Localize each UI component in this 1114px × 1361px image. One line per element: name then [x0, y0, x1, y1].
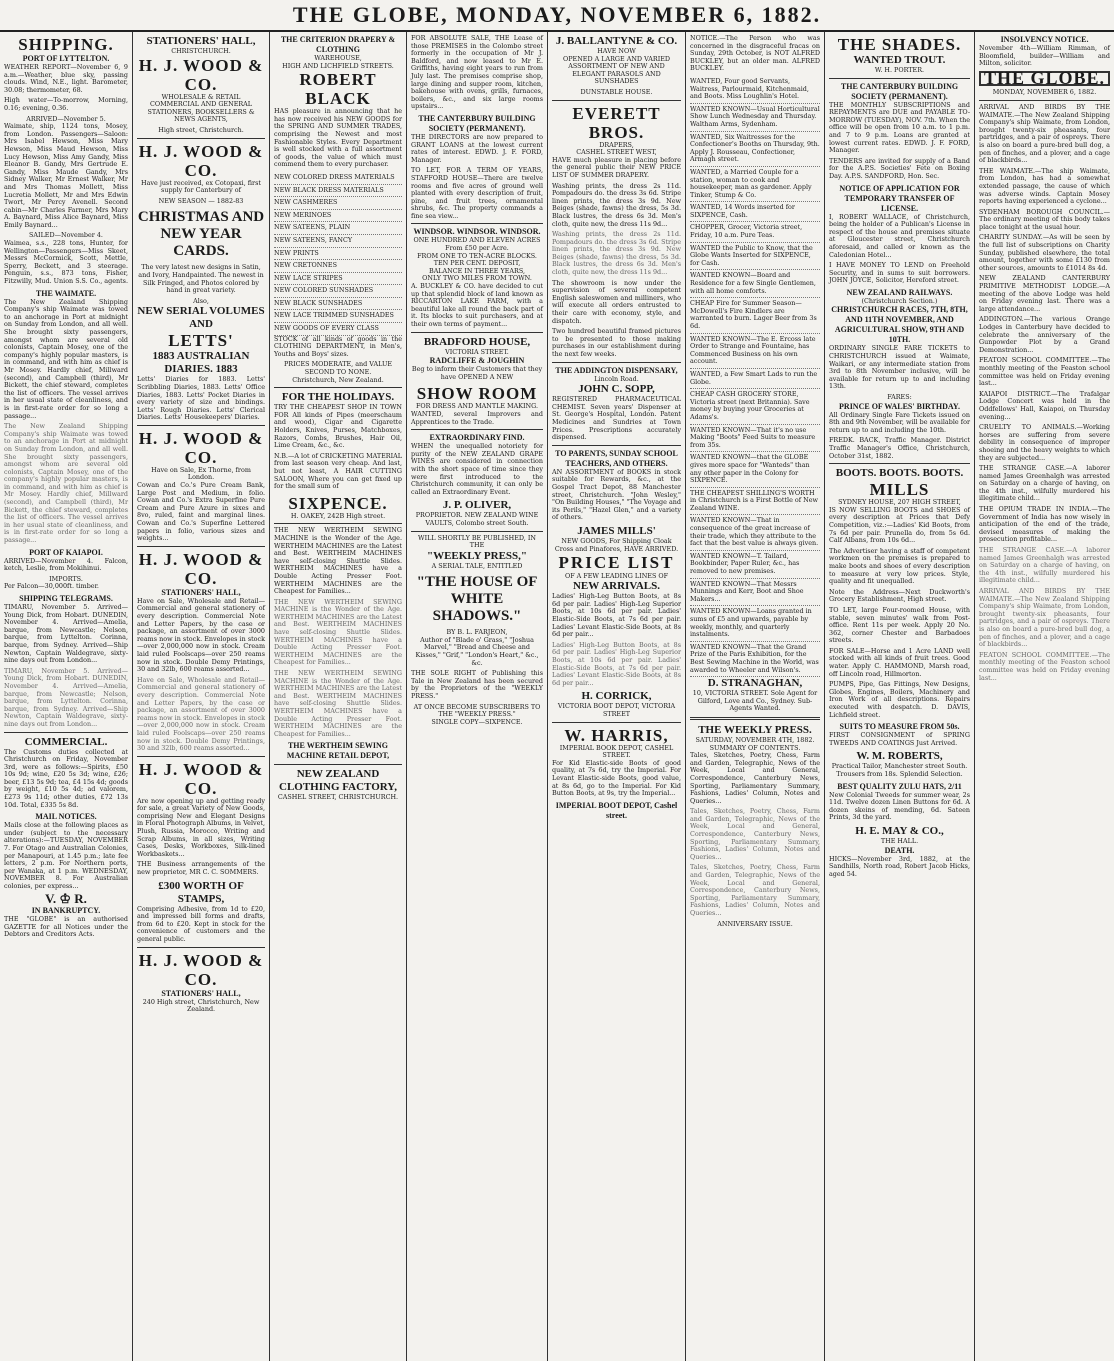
list-item: WANTED KNOWN—That Messrs Munnings and Kerr, Boot and Shoe Makers... — [690, 579, 820, 607]
list-item: NEW MERINOES — [274, 210, 402, 223]
divider — [552, 722, 681, 723]
factory-address: CASHEL STREET, CHRISTCHURCH. — [277, 793, 399, 802]
list-item: WANTED, 14 Words inserted for SIXPENCE, Cash. — [690, 202, 820, 222]
serial-volumes-heading: NEW SERIAL VOLUMES AND — [137, 305, 265, 331]
windsor-blocks: FROM ONE TO TEN-ACRE BLOCKS. — [417, 251, 537, 260]
arrived-text: Waimate, ship, 1124 tons, Mosey, from London. Passengers—Saloon: Mrs Isabel Hewson, Miss Mary Hewson, Miss Maud Hewson, Miss Lucy Hewson, Miss Amy Gandy, Miss Eleanor B. Gandy, Mrs Gertrude E. Gandy, Miss Maude Gandy, Mrs Sidney Walker, Mr Ernest Walker, Mr and Mrs Thomas Mollett, Miss Lucretia Mollett, Mr and Mrs Edwin Twort, Mr Percy Avenell. Second cabin—Mr Charles Farmer, Mrs Mary A. Baynard, Miss Alice Baynard, Miss Emily Baynard... — [4, 122, 128, 229]
firm-name-6: H. J. WOOD & CO. — [138, 950, 264, 989]
divider — [274, 523, 402, 524]
firm-name-3: H. J. WOOD & CO. — [138, 428, 264, 467]
price-list-heading: PRICE LIST — [558, 553, 675, 573]
arrived-heading: ARRIVED—November 5. — [26, 114, 106, 123]
list-item: WANTED KNOWN—Usual Horticultural Show Lunch Wednesday and Thursday. Waltham Arms, Sydenham. — [690, 104, 820, 132]
letts-heading: LETTS' — [168, 331, 234, 351]
contents-text: Tales, Sketches, Poetry, Chess, Farm and Garden, Telegraphic, News of the Week, Local and General, Correspondence, Canterbury News, Sporting, Parliamentary Summary, Fashions, Ladies' Column, Notes and Queries... — [690, 751, 820, 805]
globe-logo: THE GLOBE. — [979, 71, 1110, 87]
wanted-list — [690, 76, 820, 677]
harris-sub: IMPERIAL BOOK DEPOT, CASHEL STREET. — [559, 743, 674, 760]
wholesale-text: Have on Sale, Wholesale and Retail—Commercial and general stationery of every description. Commercial Note and Letter Papers, by the case or package, an assortment of over 3000 reams now in stock. Envelopes in stock—over 2,000,000 now in stock. Cream laid ruled Foolscaps—over 250 reams now in stock. Double Demy Printings, 30 and 32lb, 600 reams assorted... — [137, 596, 265, 674]
telegrams-text-continued: TIMARU, November 5. Arrived—Young Dick, from Hobart. DUNEDIN, November 4. Arrived—Amelia, barque, from Newcastle; Nelson, barque, from Lyttelton. Corinna, barque, from Sydney. Arrived—Ship Newton, Captain Waldegrave, sixty-nine days out from London... — [4, 666, 128, 728]
wertheim-text-continued: THE NEW WERTHEIM SEWING MACHINE is the Wonder of the Age. WERTHEIM MACHINES are the Latest and Best. WERTHEIM MACHINES have self-closing Shuttle Slides. WERTHEIM MACHINES have a Double Acting Presser Foot. WERTHEIM MACHINES are the Cheapest for Families... — [274, 597, 402, 667]
suits-heading: SUITS TO MEASURE FROM 50s. — [839, 722, 960, 732]
sailed-text: Waimea, s.s., 228 tons, Hunter, for Wellington—Passengers—Miss Skeet, Messrs McCormick, Scott, Mettle, Sperry, Beckett, and 3 steerage. Penguin, s.s., 873 tons, Fisher, Fitzwilly, Mud. Union S.S. Co., agents. — [4, 239, 128, 286]
masthead-title: THE GLOBE, MONDAY, NOVEMBER 6, 1882. — [292, 2, 822, 27]
tickets-text: ORDINARY SINGLE FARE TICKETS to CHRISTCHURCH issued at Waimate, Waikari, or any intermediate station from 3rd to 8th November inclusive, will be available for return up to and including 13th. — [829, 344, 970, 391]
to-let-text: TO LET, FOR A TERM OF YEARS, STAFFORD HOUSE—There are twelve rooms and five acres of ground well planted with every description of fruit, pine, and fruit trees, ornamental shrubs, &c. The property commands a fine sea view... — [411, 166, 543, 220]
windsor-deposit: TEN PER CENT. DEPOSIT, — [433, 259, 521, 268]
list-item: NEW SATEENS, FANCY — [274, 235, 402, 248]
mills-text: IS NOW SELLING BOOTS and SHOES of every description at Prices that Defy Competition, viz.:—Ladies' Kid Boots, from 7s 6d per pair. Prunella do, from 5s 6d. Calf Albans, from 10s 6d... — [829, 505, 970, 545]
licence-text: I, ROBERT WALLACE, of Christchurch, being the holder of a Publican's License in respect of the house and premises situate at Gloucester street, Christchurch aforesaid, and called or known as the Caledonian Hotel... — [829, 212, 970, 259]
addington-sub: Lincoln Road. — [594, 374, 639, 383]
list-item: NEW CRETONNES — [274, 260, 402, 273]
news-paragraph: CHARITY SUNDAY.—As will be seen by the full list of subscriptions on Charity Sunday, published elsewhere, the total amount, together with some £130 from other sources, amounts to £1014 8s 4d. — [979, 233, 1110, 272]
firm-name-4: H. J. WOOD & CO. — [138, 549, 264, 588]
list-item: WANTED KNOWN—T. Tailard, Bookbinder, Paper Ruler, &c., has removed to new premises. — [690, 551, 820, 579]
drapery-heading: THE CRITERION DRAPERY & CLOTHING — [280, 35, 396, 54]
divider — [979, 100, 1110, 101]
zulu-text: New Colonial Tweeds for summer wear, 2s 11d. Twelve dozen Linen Buttons for 6d. A dozen skeins of mending, 6d. Sateen Prints, 3d the yard. — [829, 790, 970, 822]
wertheim-text-continued-2: THE NEW WERTHEIM SEWING MACHINE is the Wonder of the Age. WERTHEIM MACHINES are the Latest and Best. WERTHEIM MACHINES have self-closing Shuttle Slides. WERTHEIM MACHINES have a Double Acting Presser Foot. WERTHEIM MACHINES are the Cheapest for Families... — [274, 669, 402, 738]
postage-heading: £300 WORTH OF STAMPS, — [158, 879, 244, 905]
have-now: HAVE NOW — [597, 47, 636, 55]
single-copy: SINGLE COPY—SIXPENCE. — [431, 717, 523, 726]
christchurch-label: CHRISTCHURCH. — [171, 47, 231, 55]
robert-black-text: HAS pleasure in announcing that he has now received his NEW GOODS for the SPRING AND SUMMER TRADES, comprising the Newest and most Fashionable Styles. Every Department is well stocked with a full assortment of goods, the value of which must commend them to every purchaser. — [274, 107, 402, 169]
author-sub: Author of "Blade o' Grass," "Joshua Marvel," "Bread and Cheese and Kisses," "Grif," "London's Heart," &c., &c. — [415, 635, 539, 667]
divider — [137, 756, 265, 757]
divider — [137, 947, 265, 948]
list-item: WANTED the Public to Know, that the Globe Wants Inserted for SIXPENCE, for Cash. — [690, 243, 820, 271]
anniversary-label: ANNIVERSARY ISSUE. — [717, 919, 793, 928]
divider — [411, 429, 543, 430]
weather-report: WEATHER REPORT—November 6, 9 a.m.—Weather, blue sky, passing clouds. Wind, N.E., light. Barometer, 30.08; thermometer, 68. — [4, 63, 128, 94]
also-label: Also, — [193, 296, 209, 305]
new-arrivals-heading: NEW ARRIVALS. — [572, 580, 660, 593]
holidays-heading: FOR THE HOLIDAYS. — [281, 391, 395, 404]
subscribe-text: AT ONCE BECOME SUBSCRIBERS TO THE "WEEKLY PRESS." — [413, 702, 541, 719]
divider — [552, 445, 681, 446]
diaries-list: Letts' Diaries for 1883. Letts' Scribbling Diaries, 1883. Letts' Office Diaries, 1883. Letts' Pocket Diaries in every variety of size and bindings. Letts' Rough Diaries. Letts' Clerical Diaries. Letts' Housekeepers' Diaries. — [137, 375, 265, 422]
column-6 — [686, 32, 825, 1361]
stationers-hall-3: STATIONERS' HALL, — [161, 988, 241, 998]
tenders-text: TENDERS are invited for supply of a Band for the A.P.S. Societies' Fete on Boxing Day. A.P.S. SANDFORD, Hon. Sec. — [829, 156, 970, 180]
porter-name: W. H. PORTER. — [874, 66, 925, 74]
stationers-hall-2: STATIONERS' HALL, — [161, 587, 241, 597]
price-list-sub: OF A FEW LEADING LINES OF — [564, 571, 669, 580]
stranaghan-sub: 10, VICTORIA STREET. Sole Agent for Gilford, Love and Co., Sydney. Sub-Agents Wanted. — [692, 689, 818, 713]
news-paragraph: THE STRANGE CASE.—A laborer named James Greenhalgh was arrested on Saturday on a charge of having, on the 4th inst., wilfully murdered his illegitimate child... — [979, 464, 1110, 503]
shades-heading: THE SHADES. — [837, 35, 962, 54]
waimate-text: The New Zealand Shipping Company's ship Waimate was towed to an anchorage in Port at midnight on Sunday from London, and all well. She brought sixty passengers, amongst whom are several old colonists, Captain Mosey, one of the company's highly popular masters, is in command, and with him as chief is Mr Mosey. Hardly chief, Millward (second), and Campbell (third), Mr Bickett, the chief steward, completes the list of officers. The vessel arrives in her usual state of cleanliness, and is in first-rate order for so long a passage... — [4, 297, 128, 420]
list-item: NEW GOODS OF EVERY CLASS — [274, 323, 402, 336]
radcliffe-heading: RADCLIFFE & JOUGHIN — [429, 356, 525, 366]
roberts-heading: W. M. ROBERTS, — [856, 750, 943, 763]
serial-tale: A SERIAL TALE, ENTITLED — [431, 561, 523, 570]
column-7 — [825, 32, 975, 1361]
windsor-acres: ONE HUNDRED AND ELEVEN ACRES — [413, 236, 541, 245]
wertheim-text: THE NEW WERTHEIM SEWING MACHINE is the Wonder of the Age. WERTHEIM MACHINES are the Latest and Best. WERTHEIM MACHINES have self-closing Shuttle Slides. WERTHEIM MACHINES have a Double Acting Presser Foot. WERTHEIM MACHINES are the Cheapest for Families... — [274, 526, 402, 596]
column-3 — [270, 32, 407, 1361]
firm-address-2: 240 High street, Christchurch, New Zealand. — [142, 997, 260, 1014]
telegrams-heading: SHIPPING TELEGRAMS. — [19, 594, 113, 603]
column-4 — [407, 32, 548, 1361]
royal-arms-icon: V. ♔ R. — [45, 890, 87, 906]
clothing-factory-heading: NEW ZEALAND CLOTHING FACTORY, — [279, 768, 397, 794]
list-item: WANTED KNOWN—Loans granted in sums of £5 and upwards, payable by weekly, monthly, and quarterly instalments. — [690, 606, 820, 641]
may-sub: THE HALL. — [880, 836, 919, 845]
port-heading: PORT OF LYTTELTON. — [22, 54, 110, 63]
bankruptcy-heading: IN BANKRUPTCY. — [31, 906, 101, 916]
everett-heading: EVERETT BROS. — [572, 103, 661, 142]
extraordinary-text: WHEN the unequalled notoriety for purity of the NEW ZEALAND GRAPE WINES are considered in connection with the short space of time since they were first introduced to the Christchurch community, it can only be called an Extraordinary Event. — [411, 442, 543, 496]
telegrams-text: TIMARU, November 5. Arrived—Young Dick, from Hobart. DUNEDIN, November 4. Arrived—Amelia, barque, from Newcastle; Nelson, barque, from Lyttelton. Corinna, barque, from Sydney. Arrived—Ship Newton, Captain Waldegrave, sixty-nine days out from London... — [4, 603, 128, 665]
harris-text: For Kid Elastic-side Boots of good quality, at 7s 6d, try the Imperial. For Levant Elastic-side Boots, good value, at 8s 6d, go to the Imperial. For Kid Button Boots, at 9s, try the Imperial... — [552, 758, 681, 798]
list-item: NEW COLORED SUNSHADES — [274, 285, 402, 298]
stock-text: STOCK of all kinds of goods in the CLOTHING DEPARTMENT, in Men's, Youths and Boys' sizes. — [274, 334, 402, 358]
bankruptcy-text: THE "GLOBE" is an authorised GAZETTE for all Notices under the Debtors and Creditors Acts. — [4, 915, 128, 939]
auction-text: FOR ABSOLUTE SALE, THE Lease of those PREMISES in the Colombo street formerly in the occupation of Mr J. Baldford, and now leased to Mr E. Griffiths, having eight years to run from July last. The premises comprise shop, large dining and supper room, kitchen, bakehouse with ovens, grills, furnaces, boilers, &c., and six large rooms upstairs... — [411, 34, 543, 111]
letts-years: 1883 AUSTRALIAN DIARIES. 1883 — [152, 350, 250, 376]
windsor-price: From £50 per Acre. — [445, 244, 509, 253]
windsor-heading: WINDSOR. WINDSOR. WINDSOR. — [413, 227, 541, 237]
list-item: NEW LACE STRIPES — [274, 273, 402, 286]
kaiapoi-heading: PORT OF KAIAPOI. — [29, 547, 103, 557]
list-item: NEW PRINTS — [274, 248, 402, 261]
list-item: WANTED KNOWN—That in consequence of the great increase of their trade, which they attribute to the fact that the best value is always given. — [690, 515, 820, 550]
opened-text: Have just received, ex Cotopaxi, first supply for Canterbury of — [141, 178, 261, 195]
have-on-sale: Have on Sale, Ex Thorne, from London. — [151, 465, 251, 482]
now-opening-text: Are now opening up and getting ready for sale, a great Variety of New Goods, comprising New and Elegant Designs in Floral Photograph Albums, in Velvet, Plush, Russia, Morocco, Writing and Scrap Albums, in all sizes, Writing Cases, Desks, Workboxes, Silk-lined Workbaskets... — [137, 796, 265, 858]
sopp-heading: JOHN C. SOPP, — [578, 383, 655, 396]
contents-text-continued-2: Tales, Sketches, Poetry, Chess, Farm and Garden, Telegraphic, News of the Week, Local and General, Correspondence, Canterbury News, Sporting, Parliamentary Summary, Fashions, Ladies' Column, Notes and Queries... — [690, 863, 820, 917]
sailed-heading: SAILED—November 4. — [29, 231, 103, 240]
building-society-heading: THE CANTERBURY BUILDING SOCIETY (PERMANENT). — [840, 81, 959, 101]
column-1 — [0, 32, 133, 1361]
divider — [829, 78, 970, 79]
mills-heading: JAMES MILLS' — [577, 524, 656, 537]
mills-sub: SYDNEY HOUSE, 207 HIGH STREET, — [838, 498, 961, 507]
divider — [411, 332, 543, 333]
wanted-text: WANTED, several Improvers and Apprentices to the Trade. — [411, 409, 543, 426]
note-text: Note the Address—Next Duckworth's Grocery Establishment, High street. — [829, 587, 970, 604]
corrick-sub: VICTORIA BOOT DEPOT, VICTORIA STREET — [557, 702, 676, 718]
warehouse-address: HIGH AND LICHFIELD STREETS. — [282, 61, 394, 70]
firm-name: H. J. WOOD & CO. — [138, 55, 264, 94]
licence-heading: NOTICE OF APPLICATION FOR TEMPORARY TRANSFER OF LICENSE. — [839, 183, 960, 213]
may-heading: H. E. MAY & CO., — [855, 824, 944, 837]
imports-heading: IMPORTS. — [49, 574, 83, 583]
list-item: CHEAP Fire for Summer Season—McDowell's Fire Kindlers are warranted to burn. Lager Beer from 3s 6d. — [690, 298, 820, 333]
firm-address: High street, Christchurch. — [158, 125, 244, 134]
mail-heading: MAIL NOTICES. — [35, 812, 97, 822]
author: BY B. L. FARJEON, — [446, 628, 508, 637]
cashel-label: CASHEL STREET WEST, — [576, 148, 657, 157]
divider — [137, 138, 265, 139]
list-item: WANTED, a Married Couple for a station, woman to cook and housekeeper, man as gardener. Apply Tinker, Stump & Co. — [690, 167, 820, 202]
list-item: CHOPPER, Grocer, Victoria street, Friday, 10 a.m. Pure Teas. — [690, 222, 820, 242]
rights-text: THE SOLE RIGHT of Publishing this Tale in New Zealand has been secured by the Proprietors of the "WEEKLY PRESS." — [411, 669, 543, 701]
column-2 — [133, 32, 270, 1361]
list-item: WANTED, Six Waitresses for the Confectioner's Booths on Thursday, 9th. Apply J. Rousseau, Confectioner, Armagh street. — [690, 132, 820, 167]
divider — [411, 223, 543, 224]
roberts-sub: Practical Tailor, Manchester street South. Trousers from 18s. Splendid Selection. — [831, 762, 968, 778]
advertiser-text: The Advertiser having a staff of competent workmen on the premises is prepared to make boots and shoes of every description to measure at very low prices. Style, quality and fit unequalled. — [829, 546, 970, 586]
money-text: I HAVE MONEY TO LEND on Freehold Security, and in sums to suit borrowers. JOHN JOYCE, Solicitor, Hereford street. — [829, 261, 970, 285]
list-item: NEW CASHMERES — [274, 197, 402, 210]
wholesale-text-continued: Have on Sale, Wholesale and Retail—Commercial and general stationery of every description. Commercial Note and Letter Papers, by the case or package, an assortment of over 3000 reams now in stock. Envelopes in stock—over 2,000,000 now in stock. Cream laid ruled Foolscaps—over 250 reams now in stock. Double Demy Printings, 30 and 32lb, 600 reams assorted... — [137, 675, 265, 753]
editorial-date: MONDAY, NOVEMBER 6, 1882. — [992, 88, 1097, 97]
location-line: Christchurch, New Zealand. — [292, 375, 384, 384]
weekly-press-heading: THE WEEKLY PRESS. — [698, 723, 812, 736]
show-room-sub: FOR DRESS AND MANTLE MAKING. — [415, 402, 539, 411]
everett-text: HAVE much pleasure in placing before the general public their NEW PRICE LIST OF SUMMER DRAPERY. — [552, 155, 681, 179]
addington-heading: THE ADDINGTON DISPENSARY, — [555, 365, 678, 375]
teachers-text: AN ASSORTMENT of BOOKS in stock suitable for Rewards, &c., at the Gospel Tract Depot, 88 Manchester street, Christchurch. "John Wesley," "On Building Houses," "The Voyage and its Perils," "Hazel Glen," and a variety of others. — [552, 467, 681, 522]
wertheim-depot: THE WERTHEIM SEWING MACHINE RETAIL DEPOT, — [286, 741, 390, 761]
fares-label: FARES: — [887, 393, 912, 402]
divider — [137, 546, 265, 547]
news-paragraph: SYDENHAM BOROUGH COUNCIL.—The ordinary meeting of this body takes place tonight at the usual hour. — [979, 207, 1110, 231]
death-text: HICKS—November 3rd, 1882, at the Sandhills, North road, Robert Jacob Hicks, aged 54. — [829, 854, 970, 878]
birthday-text: All Ordinary Single Fare Tickets issued on 8th and 9th November, will be available for return up to and including the 10th. — [829, 410, 970, 434]
news-paragraph: FEATON SCHOOL COMMITTEE.—The monthly meeting of the Feaston school committee was held on Friday evening last... — [979, 356, 1110, 388]
price-items: Washing prints, the dress 2s 11d. Pompadours do. the dress 3s 6d. Stripe linen prints, the dress 3s 9d. New Beiges (shade, fawns) the dress, 5s 3d. Black lustres, the dress 6s 3d. Men's cloth, quite new, the dress 11s 9d... — [552, 181, 681, 228]
zulu-heading: BEST QUALITY ZULU HATS, 2/11 — [837, 781, 962, 791]
windsor-balance: BALANCE IN THREE YEARS, — [429, 266, 525, 275]
column-5 — [548, 32, 686, 1361]
commercial-text: The Customs duties collected at Christchurch on Friday, November 3rd, were as follows:—Spirits, £50 10s 9d; wine, £20 5s 3d; wine, £26; beer, £13 5s 9d; tea, £4 15s 4d; goods by weight, £10 5s 4d; ad valorem, £273 9s 11d; other duties, £72 13s 10d. Total, £335 5s 8d. — [4, 747, 128, 809]
bradford-sub: VICTORIA STREET. — [445, 347, 509, 356]
divider — [552, 362, 681, 363]
house-of-white-shadows: "THE HOUSE OF WHITE SHADOWS." — [416, 574, 538, 625]
cards-text: The very latest new designs in Satin, and Ivory, Handpainted. The newest in Silk Fringed, and Photos colored by hand in great variety. — [138, 263, 264, 295]
list-item: NEW BLACK DRESS MATERIALS — [274, 185, 402, 198]
warehouse-label: WAREHOUSE, — [314, 54, 362, 62]
races-heading: CHRISTCHURCH RACES, 7TH, 8TH, AND 11TH NOVEMBER, AND AGRICULTURAL SHOW, 9TH AND 10TH. — [831, 305, 968, 345]
divider — [829, 463, 970, 464]
new-season: NEW SEASON — 1882-83 — [158, 196, 244, 205]
list-item: WANTED, Four good Servants, Waitress, Parlourmaid, Kitchenmaid, and Boots. Miss Loughlin's Hotel. — [690, 76, 820, 104]
weekly-press-heading: "WEEKLY PRESS," — [426, 549, 528, 562]
railways-heading: NEW ZEALAND RAILWAYS. — [846, 287, 953, 297]
divider — [411, 531, 543, 532]
robert-black-heading: ROBERT BLACK — [299, 70, 377, 109]
goods-list — [274, 172, 402, 336]
showroom-text: The showroom is now under the supervision of several competent English saleswomen and milliners, who will execute all orders entrusted to their care with economy, style, and dispatch. — [552, 278, 681, 325]
radcliffe-text: Beg to inform their Customers that they have OPENED A NEW — [411, 365, 543, 381]
price-items-continued: Washing prints, the dress 2s 11d. Pompadours do. the dress 3s 6d. Stripe linen prints, the dress 3s 9d. New Beiges (shade, fawns) the dress, 5s 3d. Black lustres, the dress 6s 3d. Men's cloth, quite new, the dress 11s 9d... — [552, 230, 681, 277]
list-item: WANTED KNOWN—The E. Ercoss late Order to Strange and Fountaine, has Commenced Business on his own account. — [690, 334, 820, 369]
prices-line: PRICES MODERATE, and VALUE SECOND TO NONE. — [283, 360, 393, 377]
harris-heading: W. HARRIS, — [564, 725, 669, 745]
shipping-heading: SHIPPING. — [18, 35, 114, 54]
hundred-pictures-text: Two hundred beautiful framed pictures to be presented to those making purchases in our establishment during the next few weeks. — [552, 327, 681, 358]
teachers-heading: TO PARENTS, SUNDAY SCHOOL TEACHERS, AND OTHERS. — [555, 448, 678, 468]
ballantyne-heading: J. BALLANTYNE & CO. — [555, 35, 678, 47]
waimate-heading: THE WAIMATE. — [35, 288, 97, 298]
firm-name-2: H. J. WOOD & CO. — [138, 141, 264, 180]
oliver-heading: J. P. OLIVER, — [442, 499, 512, 512]
holidays-text: TRY THE CHEAPEST SHOP IN TOWN FOR All kinds of Pipes (meerschaum and wood), Cigar and Cigarette Holders, Knives, Purses, Matchboxes, Razors, Combs, Brushes, Hair Oil, Lime Cream, &c., &c. — [274, 403, 402, 450]
boots-heading: BOOTS. BOOTS. BOOTS. — [835, 467, 964, 480]
firm-description: WHOLESALE & RETAIL COMMERCIAL AND GENERAL STATIONERS, BOOKSELLERS & NEWS AGENTS, — [147, 92, 255, 124]
canterbury-text: THE DIRECTORS are now prepared to GRANT LOANS at the lowest current rates of interest. EDWD. J. F. FORD, Manager. — [411, 132, 543, 164]
drapers-label: DRAPERS, — [599, 140, 634, 149]
mills-sub: NEW GOODS, For Shipping Cloak Cross and Pinafores, HAVE ARRIVED. — [554, 536, 679, 553]
news-paragraph: CRUELTY TO ANIMALS.—Working horses are suffering from severe debility in consequence of improper shoeing and the heavy weights to which they are subjected... — [979, 423, 1110, 462]
waimate-text-continued: The New Zealand Shipping Company's ship Waimate was towed to an anchorage in Port at midnight on Sunday from London, and all well. She brought sixty passengers, amongst whom are several old colonists, Captain Mosey, one of the company's highly popular masters, is in command, and with him as chief is Mr Mosey. Hardly chief, Millward (second), and Campbell (third), Mr Bickett, the chief steward, completes the list of officers. The vessel arrives in her usual state of cleanliness, and is in first-rate order for so long a passage... — [4, 422, 128, 545]
kaiapoi-text: ARRIVED—November 4. Falcon, ketch, Leslie, from Mokihinui. — [4, 556, 128, 573]
mills-heading: MILLS — [869, 480, 930, 500]
sale-text: Cowan and Co.'s Pure Cream Bank, Large Post and Medium, in folio. Cowan and Co.'s Extra Superfine Pure Cream and Pure Azure in sixes and 8vo, ruled, faint and marginal lines. Cowan and Co.'s Superfine Lettered papers in folio, various sizes and weights... — [137, 481, 265, 543]
pumps-text: PUMPS, Pipe, Gas Fittings, New Designs, Globes, Engines, Boilers, Machinery and Iron Work of all descriptions. Repairs executed with despatch. D. DAVIS, Lichfield street. — [829, 680, 970, 719]
divider — [274, 387, 402, 388]
birthday-heading: PRINCE OF WALES' BIRTHDAY. — [839, 401, 960, 411]
mail-text: Mails close at the following places as under (subject to the necessary alterations):—TUESDAY, NOVEMBER 7. For Otago and Australian Colonies, per Manapouri, at 1.45 p.m.; late fee letters, 2 p.m. For Northern ports, per Wanaka, at 1 p.m. WEDNESDAY, NOVEMBER 8. For Australian colonies, per express... — [4, 821, 128, 890]
sopp-text: REGISTERED PHARMACEUTICAL CHEMIST. Seven years' Dispenser at St. George's Hospital, London. Patent Medicines and Sundries at Town Prices. Prescriptions accurately dispensed. — [552, 395, 681, 442]
list-item: NEW SATEENS, PLAIN — [274, 222, 402, 235]
weekly-press-publish: WILL SHORTLY BE PUBLISHED, IN THE — [418, 533, 536, 550]
news-paragraph: KAIAPOI DISTRICT.—The Trafalgar Lodge Concert was held in the Oddfellows' Hall, Kaiapoi, on Thursday evening... — [979, 389, 1110, 421]
arrivals-text: Ladies' High-Leg Button Boots, at 8s 6d per pair. Ladies' High-Leg Superior Boots, at 10s 6d per pair. Ladies' Elastic-Side Boots, at 7s 6d per pair. Ladies' Levant Elastic-Side Boots, at 8s 6d per pair... — [552, 592, 681, 639]
news-paragraph-continued: ARRIVAL AND BIRDS BY THE WAIMATE.—The New Zealand Shipping Company's ship Waimate, from London, brought twenty-six pheasants, four partridges, and a pair of ospreys. There is also on board a pure-bred bull dog, a pen of finches, and a plover, and a cage of blackbirds... — [979, 587, 1110, 649]
sixpence-sub: H. OAKEY, 242B High street. — [290, 511, 386, 520]
weekly-press-date: SATURDAY, NOVEMBER 4TH, 1882. — [695, 735, 815, 744]
horse-text: FOR SALE—Horse and 1 Acre LAND well stocked with all kinds of fruit trees. Good water. Apply C. HAMMOND, Marsh road, off Lincoln road, Hillmorton. — [829, 646, 970, 678]
divider — [4, 732, 128, 733]
business-text: THE Business arrangements of the new proprietor, MR C. C. SOMMERS. — [137, 860, 265, 877]
back-signature: FREDK. BACK, Traffic Manager. District Traffic Manager's Office, Christchurch, October 31st, 1882. — [829, 436, 970, 460]
suiting-text: FIRST CONSIGNMENT of SPRING TWEEDS AND COATINGS Just Arrived. — [829, 731, 970, 747]
list-item: THE CHEAPEST SHILLING'S WORTH in Christchurch is a First Bottle of New Zealand WINE. — [690, 488, 820, 516]
notice-text: NOTICE.—The Person who was concerned in the disgraceful fracas on Sunday, 29th October, is NOT ALFRED BUCKLEY, but an older man. ALFRED BUCKLEY. — [690, 34, 820, 73]
stranaghan-heading: D. STRANAGHAN, — [707, 677, 803, 690]
trout-heading: WANTED TROUT. — [853, 54, 946, 66]
postage-text: Comprising Adhesive, from 1d to £20, and impressed bill forms and drafts, from 6d to £20. Kept in stock for the convenience of customers and the general public. — [137, 904, 265, 943]
news-paragraph: THE OPIUM TRADE IN INDIA.—The Government of India has now wisely in anticipation of the end of the trade, devised measures of making the prosecution profitable... — [979, 505, 1110, 544]
death-heading: DEATH. — [884, 845, 915, 855]
commercial-heading: COMMERCIAL. — [24, 735, 108, 748]
masthead — [0, 0, 1114, 32]
sixpence-heading: SIXPENCE. — [288, 493, 388, 513]
list-item: WANTED, a Few Smart Lads to run the Globe. — [690, 369, 820, 389]
list-item: WANTED KNOWN—That it's no use Making "Boots" Feed Suits to measure from 35s. — [690, 425, 820, 453]
news-paragraph: NEW ZEALAND CANTERBURY PRIMITIVE METHODIST LODGE.—A meeting of the above Lodge was held on Friday evening last. There was a large attendance... — [979, 274, 1110, 313]
list-item: WANTED KNOWN—Board and Residence for a few Single Gentlemen, with all home comforts. — [690, 270, 820, 298]
insolvency-heading: INSOLVENCY NOTICE. — [1000, 35, 1089, 44]
dunstable-house: DUNSTABLE HOUSE. — [580, 87, 653, 96]
harris-footer: IMPERIAL BOOT DEPOT, Cashel street. — [555, 800, 678, 820]
list-item: WANTED KNOWN—that the GLOBE gives more space for "Wanteds" than any other paper in the Colony for SIXPENCE. — [690, 452, 820, 487]
list-item: NEW LACE TRIMMED SUNSHADES — [274, 310, 402, 323]
canterbury-society-heading: THE CANTERBURY BUILDING SOCIETY (PERMANENT). — [418, 113, 536, 133]
stationers-hall-heading: STATIONERS' HALL, — [146, 35, 256, 47]
extraordinary-heading: EXTRAORDINARY FIND. — [429, 433, 525, 443]
news-paragraph: ADDINGTON.—The various Orange Lodges in Canterbury have decided to celebrate the anniversary of the Gunpowder Plot by a Grand Demonstration... — [979, 315, 1110, 354]
high-water: High water—To-morrow, Morning, 0.16; evening, 0.36. — [4, 96, 128, 112]
show-room-heading: SHOW ROOM — [416, 384, 538, 404]
divider — [274, 764, 402, 765]
buckley-text: A. BUCKLEY & CO. have decided to cut up that splendid block of land known as RICCARTON LAKE FARM, with a beautiful lake all round the back part of it. Its blocks to suit purchasers, and at their own terms of payment... — [411, 282, 543, 328]
insolvency-text: November 4th—William Rimman, of Bloomfield, builder—William and Milton, solicitor. — [979, 44, 1110, 68]
divider — [552, 100, 681, 101]
oliver-sub: PROPRIETOR. NEW ZEALAND WINE VAULTS, Colombo street South. — [415, 511, 539, 527]
building-society-text: THE MONTHLY SUBSCRIPTIONS and REPAYMENTS are DUE and PAYABLE TO-MORROW (TUESDAY), NOV. 7th. When the office will be open from 10 a.m. to 1 p.m. and 7 to 9 p.m. Loans are granted at lowest current rates. EDWD. J. F. FORD, Manager. — [829, 100, 970, 155]
contents-text-continued: Tales, Sketches, Poetry, Chess, Farm and Garden, Telegraphic, News of the Week, Local and General, Correspondence, Canterbury News, Sporting, Parliamentary Summary, Fashions, Ladies' Column, Notes and Queries... — [690, 807, 820, 861]
railways-sub: (Christchurch Section.) — [861, 296, 938, 305]
list-item: NEW COLORED DRESS MATERIALS — [274, 172, 402, 185]
column-8 — [975, 32, 1114, 1361]
news-paragraph-continued: FEATON SCHOOL COMMITTEE.—The monthly meeting of the Feaston school committee was held on Friday evening last... — [979, 650, 1110, 682]
arrivals-text-continued: Ladies' High-Leg Button Boots, at 8s 6d per pair. Ladies' High-Leg Superior Boots, at 10s 6d per pair. Ladies' Elastic-Side Boots, at 7s 6d per pair. Ladies' Levant Elastic-Side Boots, at 8s 6d per pair... — [552, 640, 681, 687]
news-paragraph-continued: THE STRANGE CASE.—A laborer named James Greenhalgh was arrested on Saturday on a charge of having, on the 4th inst., wilfully murdered his illegitimate child... — [979, 546, 1110, 585]
divider — [137, 425, 265, 426]
parasols-text: OPENED A LARGE AND VARIED ASSORTMENT OF NEW AND ELEGANT PARASOLS AND SUNSHADES — [562, 54, 671, 86]
news-paragraph: ARRIVAL AND BIRDS BY THE WAIMATE.—The New Zealand Shipping Company's ship Waimate, from London, brought twenty-six pheasants, four partridges, and a pair of ospreys. There is also on board a pure-bred bull dog, a pen of finches, and a plover, and a cage of blackbirds... — [979, 102, 1110, 165]
firm-name-5: H. J. WOOD & CO. — [138, 759, 264, 798]
divider — [690, 717, 820, 720]
summary-heading: SUMMARY OF CONTENTS. — [709, 743, 801, 752]
cricket-text: N.B.—A lot of CRICKETING MATERIAL from last season very cheap. And last, but not least, A HAIR CUTTING SALOON, Where you can get fixed up for the small sum of — [274, 451, 402, 491]
list-item: CHEAP CASH GROCERY STORE, Victoria street (next Britannia). Save money by buying your Groceries at Adams's. — [690, 389, 820, 424]
news-paragraph: THE WAIMATE.—The ship Waimate, from London, has had a somewhat extended passage, the cause of which was adverse winds. Captain Mosey reports having experienced a cyclone... — [979, 166, 1110, 206]
list-item: NEW BLACK SUNSHADES — [274, 298, 402, 311]
corrick-heading: H. CORRICK, — [581, 690, 652, 703]
columns — [0, 32, 1114, 1361]
windsor-distance: ONLY TWO MILES FROM TOWN. — [422, 274, 532, 283]
imports-text: Per Falcon—30,000ft. timber. — [4, 582, 99, 591]
christmas-cards-heading: CHRISTMAS AND NEW YEAR CARDS. — [137, 209, 265, 260]
bradford-heading: BRADFORD HOUSE, — [423, 335, 531, 348]
to-let-text: TO LET, large Four-roomed House, with stable, seven minutes' walk from Post-office. Rent 11s per week. Apply 20 No. 362, corner Chester and Barbadoes streets. — [829, 605, 970, 645]
list-item: WANTED KNOWN—That the Grand Prize of the Paris Exhibition, for the Best Sewing Machine in the World, was awarded to Wheeler and Wilson's. — [690, 642, 820, 677]
